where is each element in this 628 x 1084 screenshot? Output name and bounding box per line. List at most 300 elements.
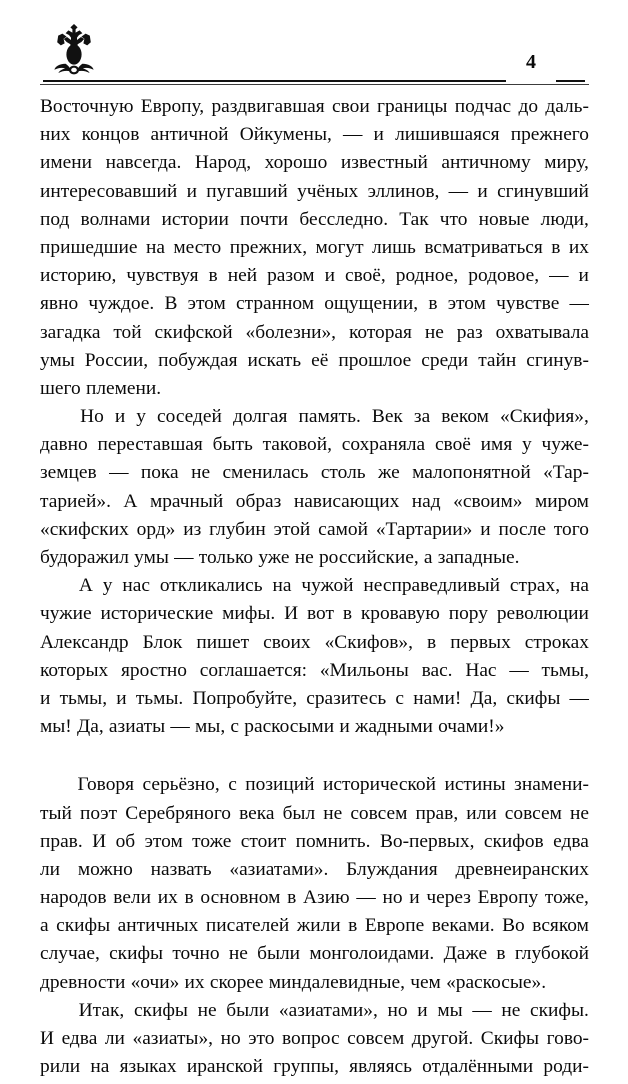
- word: не: [323, 802, 343, 824]
- word: и: [324, 265, 335, 287]
- word: племени.: [85, 377, 162, 399]
- word: в: [551, 236, 561, 258]
- word: хорошо: [264, 152, 328, 174]
- word: —: [448, 180, 469, 202]
- word: И: [284, 603, 299, 625]
- word: пору: [448, 603, 488, 625]
- word: в: [428, 293, 438, 315]
- word: «азиатами».: [229, 858, 329, 880]
- word: и: [114, 406, 126, 428]
- text-line: [40, 1000, 589, 1028]
- word: таковой,: [262, 434, 332, 456]
- word: можно: [77, 858, 133, 880]
- word: родовое,: [468, 265, 540, 287]
- word: поэт: [79, 802, 118, 824]
- text-line: [40, 491, 589, 519]
- word: скифов: [483, 830, 544, 852]
- word: место: [173, 236, 222, 258]
- word: тарией».: [40, 490, 111, 512]
- word: прав.: [40, 830, 83, 852]
- word: Серебряного: [125, 802, 231, 824]
- word: гово-: [546, 1028, 589, 1049]
- word: российские,: [318, 547, 419, 568]
- word: сменилась: [222, 462, 309, 484]
- word: сразитесь: [306, 687, 387, 709]
- word: не: [197, 999, 217, 1021]
- word: чуждое.: [88, 293, 155, 315]
- word: жили: [296, 915, 341, 937]
- word: Европу: [477, 887, 539, 909]
- word: умы: [40, 349, 75, 371]
- word: В: [164, 293, 178, 315]
- word: лишь: [372, 236, 416, 258]
- word: с: [228, 774, 237, 796]
- word: но: [382, 887, 403, 909]
- word: прошлое: [338, 349, 412, 371]
- word: малопонятной: [412, 462, 531, 484]
- word: над: [411, 490, 441, 512]
- header-rule-thick-right: [556, 80, 585, 82]
- paragraph: [40, 406, 589, 575]
- word: а: [40, 915, 49, 937]
- word: строках: [524, 631, 589, 653]
- word: случае,: [40, 943, 100, 965]
- word: из: [183, 518, 202, 540]
- word: серьёзно,: [142, 774, 220, 796]
- word: их: [184, 971, 205, 993]
- text-line: [40, 406, 589, 434]
- text-line: [40, 152, 589, 180]
- word: мы: [437, 999, 463, 1021]
- word: яростно: [121, 659, 187, 681]
- word: которых: [40, 659, 109, 681]
- text-line: [40, 322, 589, 350]
- word: Так: [399, 208, 429, 230]
- word: скифы: [133, 999, 188, 1021]
- word: «болезни»,: [245, 321, 337, 343]
- word: их: [568, 236, 589, 258]
- header-rule-thin: [40, 84, 589, 85]
- word: эллинов,: [367, 180, 440, 202]
- text-line: [40, 1028, 589, 1056]
- word: и: [40, 687, 51, 709]
- word: «Скифия»,: [500, 406, 589, 428]
- word: них: [40, 124, 71, 146]
- word: «Тартарии»: [375, 518, 473, 540]
- text-line: [40, 293, 589, 321]
- word: вопрос: [282, 1028, 340, 1049]
- word: историю,: [40, 265, 117, 287]
- word: своих: [263, 631, 311, 653]
- word: в: [184, 887, 194, 909]
- word: самой: [318, 518, 368, 540]
- word: будоражил: [40, 547, 129, 568]
- word: —: [174, 547, 194, 568]
- word: отдалёнными: [422, 1056, 534, 1078]
- word: Блок: [142, 631, 183, 653]
- header-rule-thick-left: [43, 80, 506, 82]
- word: имя: [480, 434, 513, 456]
- word: древности: [40, 971, 126, 993]
- word: истории: [161, 208, 229, 230]
- word: лишившаяся: [395, 124, 500, 146]
- word: —: [569, 687, 589, 709]
- word: «Мильоны: [319, 659, 409, 681]
- word: этом: [187, 293, 226, 315]
- word: глубокой: [514, 943, 589, 965]
- word: после: [498, 518, 546, 540]
- word: на: [272, 575, 292, 597]
- word: знамени-: [514, 774, 589, 796]
- word: азиаты: [108, 716, 166, 738]
- word: это: [248, 1028, 275, 1049]
- word: в: [208, 265, 218, 287]
- word: не: [424, 321, 444, 343]
- paragraph: [40, 774, 589, 1000]
- word: Итак,: [78, 999, 125, 1021]
- word: охватывала: [495, 321, 589, 343]
- word: того: [553, 518, 589, 540]
- word: же: [378, 462, 400, 484]
- word: Да,: [470, 687, 498, 709]
- word: века: [239, 802, 275, 824]
- word: пришедшие: [40, 236, 138, 258]
- word: «раскосые».: [446, 971, 547, 993]
- word: помнить.: [295, 830, 371, 852]
- word: волнами: [80, 208, 151, 230]
- word: исторические: [100, 603, 214, 625]
- word: соседей: [157, 406, 222, 428]
- word: роди-: [543, 1056, 589, 1078]
- text-line: [40, 716, 589, 744]
- word: и: [578, 265, 589, 287]
- word: её: [311, 349, 329, 371]
- word: совсем: [347, 1028, 405, 1049]
- word: подчас: [454, 96, 512, 117]
- word: нависающих: [293, 490, 400, 512]
- word: своё,: [344, 265, 386, 287]
- word: Азию: [303, 887, 350, 909]
- word: Да,: [77, 716, 104, 738]
- word: раскосыми: [244, 716, 335, 738]
- word: орд»: [136, 518, 176, 540]
- word: этом: [144, 830, 183, 852]
- word: память.: [298, 406, 361, 428]
- word: монголоидами.: [309, 943, 435, 965]
- word: ли: [40, 858, 61, 880]
- word: этом: [447, 293, 486, 315]
- word: и: [409, 887, 420, 909]
- word: Европе: [364, 915, 425, 937]
- word: свои: [332, 96, 370, 117]
- word: западные.: [437, 547, 520, 568]
- word: что: [439, 208, 468, 230]
- paragraph-gap: [40, 744, 589, 774]
- word: —: [170, 716, 190, 738]
- word: —: [109, 462, 129, 484]
- word: в: [342, 603, 352, 625]
- word: раз: [456, 321, 483, 343]
- word: побуждая: [158, 349, 238, 371]
- page-body-text: [40, 96, 589, 1084]
- word: быть: [212, 434, 253, 456]
- word: древнеиранских: [455, 858, 589, 880]
- word: явно: [40, 293, 79, 315]
- text-line: [40, 124, 589, 152]
- word: с: [395, 687, 405, 709]
- word: несправедливый: [363, 575, 501, 597]
- text-line: [40, 831, 589, 859]
- word: и: [417, 999, 428, 1021]
- word: нас: [122, 575, 150, 597]
- word: А: [123, 490, 138, 512]
- text-line: [40, 603, 589, 631]
- word: новые: [478, 208, 530, 230]
- word: ли: [104, 1028, 125, 1049]
- paragraph: [40, 575, 589, 744]
- word: миру,: [544, 152, 589, 174]
- text-line: [40, 972, 589, 1000]
- word: не: [569, 802, 589, 824]
- word: концов: [81, 124, 140, 146]
- word: вас.: [421, 659, 453, 681]
- word: переставшая: [97, 434, 203, 456]
- word: не: [501, 999, 521, 1021]
- text-line: [40, 660, 589, 688]
- word: а: [423, 547, 433, 568]
- word: —: [472, 999, 492, 1021]
- word: мы,: [195, 716, 226, 738]
- word: сохраняла: [341, 434, 426, 456]
- word: почти: [240, 208, 289, 230]
- text-line: [40, 803, 589, 831]
- word: границы: [377, 96, 448, 117]
- word: ощущении,: [324, 293, 419, 315]
- word: —: [509, 659, 529, 681]
- text-line: [40, 265, 589, 293]
- word: чувствуя: [126, 265, 199, 287]
- word: И: [40, 1028, 55, 1049]
- text-line: [40, 434, 589, 462]
- word: до: [518, 96, 539, 117]
- word: языках: [119, 1056, 177, 1078]
- word: очами!»: [438, 716, 505, 738]
- word: в: [496, 943, 506, 965]
- word: мрачный: [149, 490, 224, 512]
- word: Нас: [465, 659, 497, 681]
- word: вот: [307, 603, 334, 625]
- word: вели: [113, 887, 151, 909]
- word: «азиаты»,: [132, 1028, 213, 1049]
- word: прежних,: [229, 236, 308, 258]
- text-line: [40, 943, 589, 971]
- text-line: [40, 632, 589, 660]
- page-number: 4: [526, 51, 536, 73]
- word: чем: [410, 971, 441, 993]
- word: тый: [40, 802, 72, 824]
- word: тоже,: [544, 887, 589, 909]
- word: прав,: [415, 802, 459, 824]
- word: Ойкумены,: [239, 124, 332, 146]
- paragraph: [40, 96, 589, 406]
- word: под: [40, 208, 70, 230]
- word: тайн: [478, 349, 517, 371]
- word: миндалевидные,: [268, 971, 405, 993]
- word: основном: [200, 887, 281, 909]
- word: совсем: [504, 802, 562, 824]
- text-line: [40, 1056, 589, 1084]
- text-line: [40, 575, 589, 603]
- word: прежнего: [510, 124, 589, 146]
- word: жадными: [354, 716, 433, 738]
- word: чужие: [40, 603, 92, 625]
- word: тьмы,: [59, 687, 108, 709]
- word: исторической: [323, 774, 436, 796]
- word: которая: [348, 321, 412, 343]
- text-line: [40, 887, 589, 915]
- word: другой.: [411, 1028, 474, 1049]
- word: шего: [40, 377, 81, 399]
- word: Скифы: [480, 1028, 540, 1049]
- word: и: [477, 180, 488, 202]
- word: скорее: [209, 971, 264, 993]
- word: уже: [258, 547, 290, 568]
- word: и: [373, 124, 384, 146]
- paragraph: [40, 1000, 589, 1084]
- text-line: [40, 547, 589, 575]
- word: страх,: [509, 575, 561, 597]
- word: позиций: [245, 774, 315, 796]
- word: Александр: [40, 631, 129, 653]
- word: античному: [441, 152, 531, 174]
- word: раздвигавшая: [211, 96, 325, 117]
- word: чужой: [301, 575, 354, 597]
- word: не: [228, 943, 248, 965]
- word: но: [387, 999, 408, 1021]
- word: люди,: [540, 208, 589, 230]
- word: долгая: [232, 406, 288, 428]
- word: за: [413, 406, 431, 428]
- word: этой: [273, 518, 311, 540]
- word: «своим»: [453, 490, 523, 512]
- word: скифской: [154, 321, 233, 343]
- word: тьмы.: [135, 687, 184, 709]
- word: у: [136, 406, 146, 428]
- word: и: [186, 180, 197, 202]
- word: «скифских: [40, 518, 129, 540]
- word: чувстве: [496, 293, 560, 315]
- word: столь: [320, 462, 366, 484]
- word: у: [522, 434, 532, 456]
- word: писателей: [205, 915, 290, 937]
- word: назвать: [150, 858, 212, 880]
- word: Век: [371, 406, 403, 428]
- text-line: [40, 209, 589, 237]
- word: нами!: [413, 687, 462, 709]
- text-line: [40, 350, 589, 378]
- word: пока: [140, 462, 179, 484]
- word: только: [198, 547, 254, 568]
- word: в: [427, 631, 437, 653]
- word: иранской: [186, 1056, 263, 1078]
- word: скифы: [56, 915, 111, 937]
- word: группы,: [273, 1056, 339, 1078]
- word: —: [342, 124, 363, 146]
- word: Во-первых,: [379, 830, 475, 852]
- word: был: [282, 802, 316, 824]
- word: мы!: [40, 716, 72, 738]
- text-line: [40, 181, 589, 209]
- word: давно: [40, 434, 88, 456]
- word: мифы.: [222, 603, 276, 625]
- word: загадка: [40, 321, 101, 343]
- text-line: [40, 688, 589, 716]
- word: едва: [61, 1028, 98, 1049]
- word: с: [230, 716, 240, 738]
- word: через: [426, 887, 471, 909]
- word: соглашается:: [199, 659, 308, 681]
- word: родное,: [395, 265, 459, 287]
- word: разом: [267, 265, 315, 287]
- word: народов: [40, 887, 107, 909]
- text-line: [40, 519, 589, 547]
- word: скифы: [109, 943, 164, 965]
- word: и: [116, 687, 127, 709]
- word: —: [569, 293, 589, 315]
- word: были: [226, 999, 270, 1021]
- word: учёных: [297, 180, 359, 202]
- word: имени: [40, 152, 93, 174]
- text-line: [40, 237, 589, 265]
- word: ней: [227, 265, 258, 287]
- word: образ: [235, 490, 282, 512]
- word: в: [287, 887, 297, 909]
- word: сгинувший: [497, 180, 589, 202]
- word: кровавую: [360, 603, 440, 625]
- text-line: [40, 96, 589, 124]
- word: Народ,: [194, 152, 252, 174]
- word: Европу,: [140, 96, 205, 117]
- word: глубин: [209, 518, 266, 540]
- word: всяком: [532, 915, 589, 937]
- word: не: [294, 547, 314, 568]
- word: среди: [421, 349, 469, 371]
- page-header: [40, 24, 589, 90]
- word: и: [480, 518, 491, 540]
- word: у: [102, 575, 113, 597]
- word: Но: [80, 406, 104, 428]
- word: всматриваться: [424, 236, 543, 258]
- word: пугавший: [206, 180, 288, 202]
- word: первых: [450, 631, 511, 653]
- word: чуже-: [541, 434, 589, 456]
- word: революции: [496, 603, 589, 625]
- word: И: [92, 830, 107, 852]
- text-line: [40, 378, 589, 406]
- word: совсем: [350, 802, 408, 824]
- word: тьмы,: [541, 659, 589, 681]
- word: не: [191, 462, 211, 484]
- word: их: [157, 887, 178, 909]
- text-line: [40, 774, 589, 802]
- text-line: [40, 859, 589, 887]
- word: на: [90, 1056, 110, 1078]
- word: миром: [535, 490, 589, 512]
- word: античной: [150, 124, 229, 146]
- word: пишет: [196, 631, 250, 653]
- word: античных: [117, 915, 199, 937]
- word: —: [549, 265, 569, 287]
